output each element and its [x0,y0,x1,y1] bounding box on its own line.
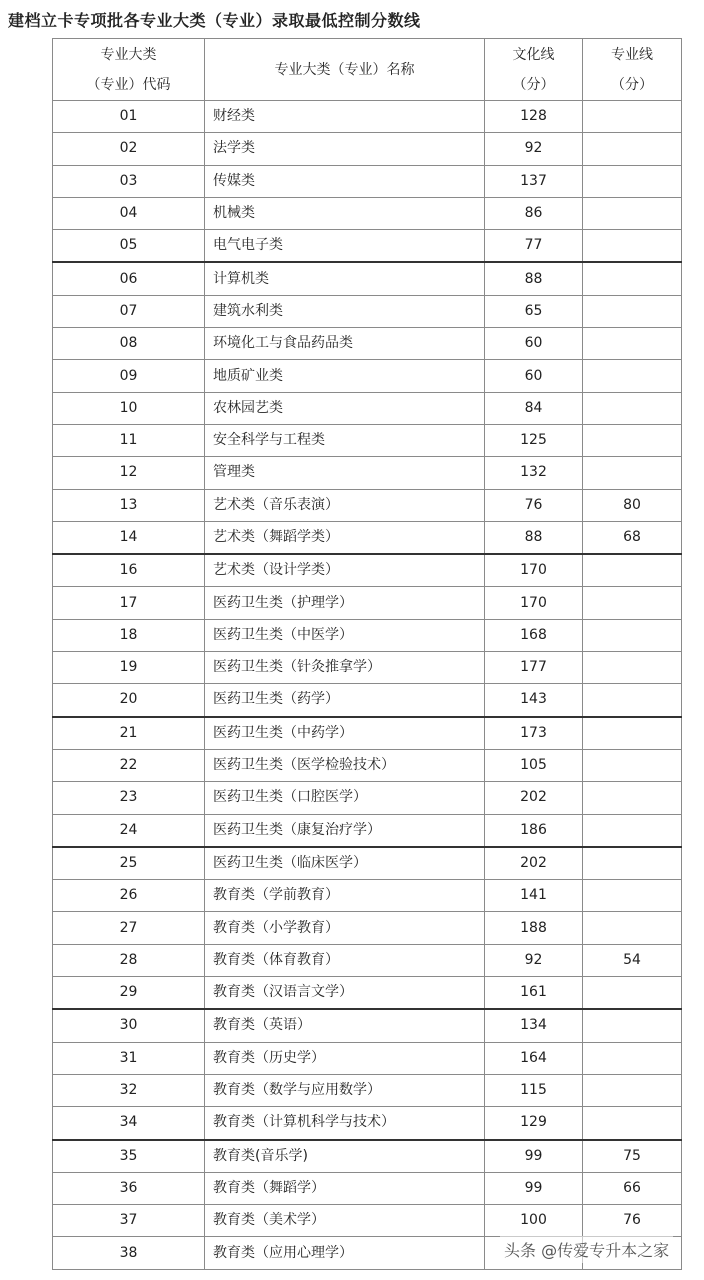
table-row [53,1205,682,1237]
cell-culture: 129 [485,1107,583,1140]
table-row [53,880,682,912]
table-row [53,684,682,717]
table-row [53,587,682,619]
cell-name: 教育类（美术学） [205,1205,485,1237]
cell-culture: 137 [485,165,583,197]
table-row [53,1042,682,1074]
cell-major [583,814,682,847]
table-row [53,652,682,684]
table-row [53,521,682,554]
cell-name: 管理类 [205,457,485,489]
table-row [53,944,682,976]
cell-code: 36 [53,1172,205,1204]
cell-culture: 65 [485,295,583,327]
cell-major [583,1074,682,1106]
cell-code: 37 [53,1205,205,1237]
table-row [53,749,682,781]
cell-code: 24 [53,814,205,847]
cell-name: 建筑水利类 [205,295,485,327]
cell-code: 18 [53,619,205,651]
cell-code: 12 [53,457,205,489]
cell-culture: 141 [485,880,583,912]
cell-major: 75 [583,1140,682,1173]
cell-name: 艺术类（设计学类） [205,554,485,587]
header-code-line2: （专业）代码 [86,76,171,93]
cell-major [583,328,682,360]
table-row [53,230,682,263]
cell-major [583,133,682,165]
cell-code: 28 [53,944,205,976]
cell-code: 22 [53,749,205,781]
cell-code: 02 [53,133,205,165]
cell-culture: 125 [485,424,583,456]
cell-code: 11 [53,424,205,456]
cell-name: 计算机类 [205,262,485,295]
cell-major [583,392,682,424]
cell-culture: 188 [485,912,583,944]
cell-major [583,1107,682,1140]
cell-culture: 128 [485,101,583,133]
cell-name: 医药卫生类（中药学） [205,717,485,750]
table-row [53,912,682,944]
cell-major: 76 [583,1205,682,1237]
table-row [53,717,682,750]
table-row [53,977,682,1010]
table-row [53,1009,682,1042]
cell-culture: 202 [485,847,583,880]
cell-major [583,1009,682,1042]
cell-major [583,165,682,197]
cell-code: 26 [53,880,205,912]
cell-culture: 86 [485,197,583,229]
cell-major [583,880,682,912]
header-culture [485,39,583,101]
cell-culture: 60 [485,328,583,360]
cell-major: 54 [583,944,682,976]
table-row [53,424,682,456]
cell-name: 教育类(音乐学) [205,1140,485,1173]
cell-major [583,457,682,489]
cell-major [583,360,682,392]
cell-culture: 164 [485,1042,583,1074]
header-culture-line1: 文化线 [512,46,555,63]
cell-name: 教育类（数学与应用数学） [205,1074,485,1106]
cell-culture: 84 [485,392,583,424]
cell-major [583,912,682,944]
header-major-line2: （分） [611,76,653,93]
cell-name: 教育类（舞蹈学） [205,1172,485,1204]
header-code-line1: 专业大类 [100,46,157,63]
cell-code: 16 [53,554,205,587]
cell-major [583,977,682,1010]
table-row [53,197,682,229]
cell-code: 01 [53,101,205,133]
watermark: 头条 @传爱专升本之家 [500,1236,673,1263]
cell-code: 35 [53,1140,205,1173]
cell-culture: 170 [485,587,583,619]
table-row [53,133,682,165]
cell-code: 29 [53,977,205,1010]
cell-name: 教育类（应用心理学） [205,1237,485,1269]
cell-culture: 170 [485,554,583,587]
cell-major [583,295,682,327]
cell-code: 34 [53,1107,205,1140]
table-row [53,554,682,587]
cell-culture: 202 [485,782,583,814]
cell-code: 21 [53,717,205,750]
cell-code: 27 [53,912,205,944]
header-name: 专业大类（专业）名称 [205,39,485,101]
cell-name: 电气电子类 [205,230,485,263]
cell-code: 07 [53,295,205,327]
cell-name: 医药卫生类（药学） [205,684,485,717]
cell-major [583,652,682,684]
table-row [53,1172,682,1204]
cell-name: 教育类（小学教育） [205,912,485,944]
cell-name: 艺术类（音乐表演） [205,489,485,521]
cell-major [583,424,682,456]
cell-major [583,619,682,651]
cell-major [583,847,682,880]
table-row [53,165,682,197]
cell-code: 25 [53,847,205,880]
table-row [53,295,682,327]
cell-culture: 177 [485,652,583,684]
cell-major: 80 [583,489,682,521]
cell-culture: 88 [485,521,583,554]
cell-code: 06 [53,262,205,295]
cell-name: 医药卫生类（中医学） [205,619,485,651]
cell-name: 机械类 [205,197,485,229]
cell-name: 财经类 [205,101,485,133]
table-row [53,782,682,814]
cell-name: 医药卫生类（针灸推拿学） [205,652,485,684]
cell-name: 医药卫生类（医学检验技术） [205,749,485,781]
cell-code: 17 [53,587,205,619]
cell-major [583,262,682,295]
cell-code: 13 [53,489,205,521]
cell-code: 32 [53,1074,205,1106]
cell-code: 23 [53,782,205,814]
header-code [53,39,205,101]
table-row [53,814,682,847]
cell-culture: 161 [485,977,583,1010]
cell-culture: 132 [485,457,583,489]
table-row [53,489,682,521]
cell-major [583,1042,682,1074]
cell-culture: 100 [485,1205,583,1237]
cell-culture: 88 [485,262,583,295]
cell-major [583,749,682,781]
cell-major: 68 [583,521,682,554]
cell-name: 教育类（汉语言文学） [205,977,485,1010]
cell-name: 环境化工与食品药品类 [205,328,485,360]
table-row [53,328,682,360]
cell-culture: 134 [485,1009,583,1042]
cell-name: 教育类（英语） [205,1009,485,1042]
table-row [53,262,682,295]
cell-culture: 173 [485,717,583,750]
cell-name: 医药卫生类（康复治疗学） [205,814,485,847]
cell-code: 14 [53,521,205,554]
table-row [53,1074,682,1106]
table-row [53,1107,682,1140]
cell-culture: 60 [485,360,583,392]
header-major-line1: 专业线 [611,46,653,63]
header-culture-line2: （分） [512,76,555,93]
cell-name: 教育类（计算机科学与技术） [205,1107,485,1140]
cell-code: 38 [53,1237,205,1269]
cell-culture: 143 [485,684,583,717]
table-row [53,457,682,489]
table-row [53,847,682,880]
cell-name: 教育类（体育教育） [205,944,485,976]
cell-code: 09 [53,360,205,392]
header-row [53,39,682,101]
cell-code: 19 [53,652,205,684]
cell-culture: 105 [485,749,583,781]
cell-culture: 99 [485,1140,583,1173]
cell-code: 03 [53,165,205,197]
cell-culture: 168 [485,619,583,651]
cell-culture: 92 [485,944,583,976]
cell-code: 30 [53,1009,205,1042]
cell-code: 20 [53,684,205,717]
cell-name: 法学类 [205,133,485,165]
cell-major [583,230,682,263]
cell-culture: 115 [485,1074,583,1106]
cell-major [583,587,682,619]
cell-name: 安全科学与工程类 [205,424,485,456]
cell-code: 05 [53,230,205,263]
cell-major: 66 [583,1172,682,1204]
cell-code: 10 [53,392,205,424]
cell-major [583,101,682,133]
cell-name: 农林园艺类 [205,392,485,424]
cell-name: 医药卫生类（临床医学） [205,847,485,880]
cell-culture: 92 [485,133,583,165]
score-table [52,38,682,1270]
cell-culture: 77 [485,230,583,263]
table-row [53,392,682,424]
cell-major [583,717,682,750]
cell-name: 医药卫生类（口腔医学） [205,782,485,814]
cell-major [583,197,682,229]
cell-name: 传媒类 [205,165,485,197]
cell-major [583,782,682,814]
table-row [53,360,682,392]
cell-name: 教育类（学前教育） [205,880,485,912]
cell-name: 教育类（历史学） [205,1042,485,1074]
cell-name: 地质矿业类 [205,360,485,392]
cell-major [583,554,682,587]
cell-code: 31 [53,1042,205,1074]
table-row [53,1140,682,1173]
cell-code: 04 [53,197,205,229]
table-row [53,619,682,651]
cell-culture: 76 [485,489,583,521]
cell-code: 08 [53,328,205,360]
table-row [53,101,682,133]
cell-culture: 99 [485,1172,583,1204]
page-title: 建档立卡专项批各专业大类（专业）录取最低控制分数线 [8,11,421,30]
cell-name: 医药卫生类（护理学） [205,587,485,619]
cell-major [583,684,682,717]
cell-name: 艺术类（舞蹈学类） [205,521,485,554]
header-major [583,39,682,101]
cell-culture: 186 [485,814,583,847]
